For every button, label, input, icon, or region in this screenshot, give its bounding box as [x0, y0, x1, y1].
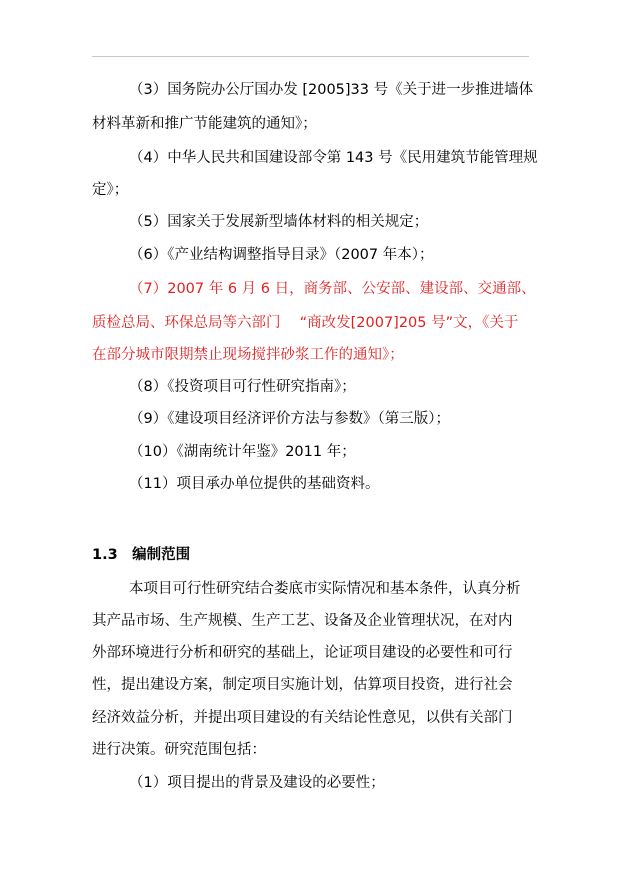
scope-item-1: （1）项目提出的背景及建设的必要性； [129, 775, 385, 791]
scope-paragraph-line-3: 外部环境进行分析和研究的基础上，论证项目建设的必要性和可行 [92, 645, 513, 661]
reference-7-line-3: 在部分城市限期禁止现场搅拌砂浆工作的通知》； [92, 347, 404, 363]
scope-paragraph-line-4: 性，提出建设方案，制定项目实施计划，估算项目投资，进行社会 [92, 677, 513, 693]
scope-paragraph-line-5: 经济效益分析，并提出项目建设的有关结论性意见，以供有关部门 [92, 710, 513, 726]
header-rule [92, 56, 529, 57]
reference-9: （9）《建设项目经济评价方法与参数》（第三版）； [129, 411, 450, 427]
reference-3-line-2: 材料革新和推广节能建筑的通知》； [92, 116, 317, 132]
scope-paragraph-line-1: 本项目可行性研究结合娄底市实际情况和基本条件，认真分析 [129, 581, 521, 597]
reference-6: （6）《产业结构调整指导目录》（2007 年本）； [129, 247, 434, 263]
reference-10: （10）《湖南统计年鉴》2011 年； [129, 444, 356, 460]
reference-8: （8）《投资项目可行性研究指南》； [129, 379, 356, 395]
scope-paragraph-line-6: 进行决策。研究范围包括： [92, 742, 266, 758]
reference-4-line-1: （4）中华人民共和国建设部令第 143 号《民用建筑节能管理规 [129, 150, 538, 166]
reference-3-line-1: （3）国务院办公厅国办发 [2005]33 号《关于进一步推进墙体 [129, 82, 534, 98]
reference-4-line-2: 定》； [92, 182, 129, 198]
reference-11: （11）项目承办单位提供的基础资料。 [129, 476, 380, 492]
section-heading: 1.3 编制范围 [92, 547, 191, 563]
reference-5: （5）国家关于发展新型墙体材料的相关规定； [129, 214, 429, 230]
reference-7-line-2: 质检总局、环保总局等六部门 “商改发[2007]205 号”文，《关于 [92, 315, 519, 331]
reference-7-line-1: （7）2007 年 6 月 6 日，商务部、公安部、建设部、交通部、 [129, 281, 536, 297]
scope-paragraph-line-2: 其产品市场、生产规模、生产工艺、设备及企业管理状况，在对内 [92, 613, 513, 629]
